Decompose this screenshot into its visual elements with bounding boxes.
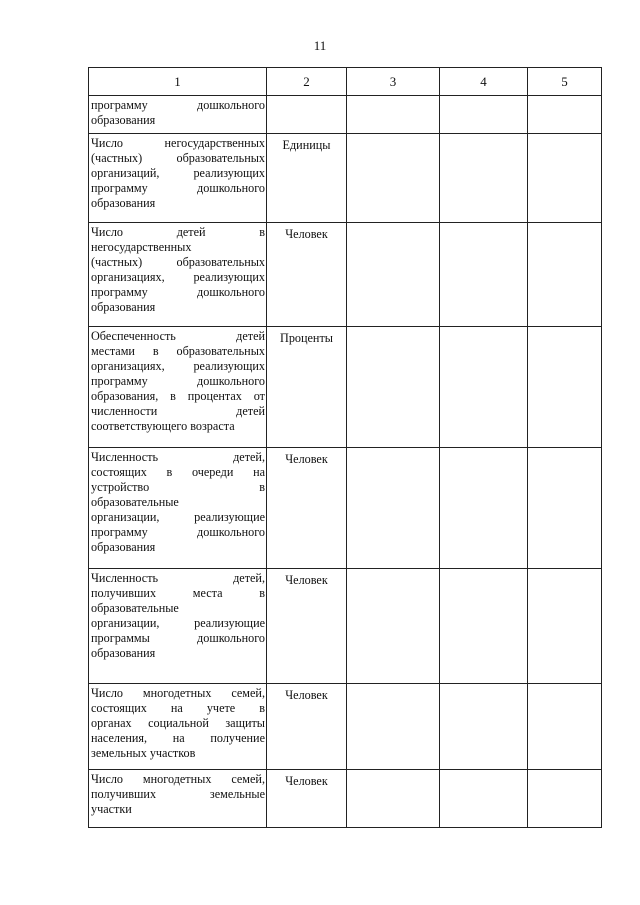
indicator-name-line: программу дошкольного (91, 98, 265, 112)
indicator-name-line: местами в образовательных (91, 344, 265, 358)
indicator-name-line: Число многодетных семей, (91, 686, 265, 700)
column-header-1: 1 (89, 68, 267, 96)
value-cell-col5[interactable] (528, 134, 602, 223)
indicator-name-cell (89, 327, 267, 448)
value-cell-col3[interactable] (347, 684, 440, 770)
table-row (89, 96, 602, 134)
indicator-name-line: участки (91, 802, 132, 816)
indicator-name-cell (89, 684, 267, 770)
value-cell-col4[interactable] (440, 134, 528, 223)
table-row (89, 448, 602, 569)
indicator-name-line: устройство в (91, 480, 265, 494)
indicator-name-cell (89, 770, 267, 828)
value-cell-col3[interactable] (347, 448, 440, 569)
page-number: 11 (313, 38, 327, 53)
column-header-5: 5 (528, 68, 602, 96)
indicator-name-line: организации, реализующие (91, 510, 265, 524)
indicator-name-line: программу дошкольного (91, 181, 265, 195)
indicator-name-line: Число многодетных семей, (91, 772, 265, 786)
indicator-name-line: образования, в процентах от (91, 389, 265, 403)
indicator-name-line: организации, реализующие (91, 616, 265, 630)
value-cell-col4[interactable] (440, 327, 528, 448)
table-row (89, 770, 602, 828)
indicator-name-line: получивших места в (91, 586, 265, 600)
indicator-name-cell (89, 448, 267, 569)
indicator-name-line: программу дошкольного (91, 525, 265, 539)
indicator-name-line: органах социальной защиты (91, 716, 265, 730)
value-cell-col5[interactable] (528, 770, 602, 828)
unit-cell (267, 96, 347, 134)
header-row (89, 68, 602, 96)
indicator-name-cell (89, 134, 267, 223)
indicator-name-line: организаций, реализующих (91, 166, 265, 180)
indicators-table (88, 67, 602, 828)
value-cell-col4[interactable] (440, 448, 528, 569)
unit-cell: Человек (267, 223, 347, 327)
indicator-name-line: образования (91, 646, 156, 660)
indicator-name-line: программу дошкольного (91, 374, 265, 388)
indicator-name-line: образования (91, 540, 156, 554)
unit-cell: Единицы (267, 134, 347, 223)
indicator-name-line: Численность детей, (91, 450, 265, 464)
value-cell-col3[interactable] (347, 96, 440, 134)
indicator-name-line: Число детей в (91, 225, 265, 239)
indicator-name-line: соответствующего возраста (91, 419, 235, 433)
indicator-name-line: Обеспеченность детей (91, 329, 265, 343)
value-cell-col3[interactable] (347, 327, 440, 448)
indicator-name-line: программы дошкольного (91, 631, 265, 645)
indicator-name-line: образовательные (91, 601, 179, 615)
indicator-name-line: населения, на получение (91, 731, 265, 745)
indicator-name-line: земельных участков (91, 746, 196, 760)
indicator-name-line: образовательные (91, 495, 179, 509)
indicator-name-line: организациях, реализующих (91, 359, 265, 373)
unit-cell: Человек (267, 448, 347, 569)
indicator-name-line: получивших земельные (91, 787, 265, 801)
value-cell-col4[interactable] (440, 684, 528, 770)
indicator-name-line: численности детей (91, 404, 265, 418)
column-header-3: 3 (347, 68, 440, 96)
value-cell-col4[interactable] (440, 96, 528, 134)
indicator-name-line: негосударственных (91, 240, 192, 254)
indicator-name-cell (89, 96, 267, 134)
indicator-name-line: (частных) образовательных (91, 255, 265, 269)
table-row (89, 134, 602, 223)
table-row (89, 223, 602, 327)
value-cell-col5[interactable] (528, 327, 602, 448)
indicator-name-line: образования (91, 300, 156, 314)
table-row (89, 684, 602, 770)
value-cell-col5[interactable] (528, 448, 602, 569)
unit-cell: Человек (267, 569, 347, 684)
table-row (89, 569, 602, 684)
indicator-name-line: организациях, реализующих (91, 270, 265, 284)
value-cell-col4[interactable] (440, 770, 528, 828)
value-cell-col3[interactable] (347, 770, 440, 828)
table-row (89, 327, 602, 448)
column-header-4: 4 (440, 68, 528, 96)
indicator-name-line: Число негосударственных (91, 136, 265, 150)
indicator-name-cell (89, 223, 267, 327)
indicator-name-line: Численность детей, (91, 571, 265, 585)
unit-cell: Проценты (267, 327, 347, 448)
indicator-name-cell (89, 569, 267, 684)
value-cell-col3[interactable] (347, 569, 440, 684)
value-cell-col3[interactable] (347, 134, 440, 223)
value-cell-col5[interactable] (528, 96, 602, 134)
column-header-2: 2 (267, 68, 347, 96)
value-cell-col4[interactable] (440, 569, 528, 684)
value-cell-col5[interactable] (528, 684, 602, 770)
indicator-name-line: образования (91, 113, 156, 127)
indicator-name-line: состоящих в очереди на (91, 465, 265, 479)
unit-cell: Человек (267, 684, 347, 770)
value-cell-col3[interactable] (347, 223, 440, 327)
indicator-name-line: состоящих на учете в (91, 701, 265, 715)
value-cell-col5[interactable] (528, 569, 602, 684)
value-cell-col4[interactable] (440, 223, 528, 327)
indicator-name-line: программу дошкольного (91, 285, 265, 299)
indicator-name-line: образования (91, 196, 156, 210)
indicator-name-line: (частных) образовательных (91, 151, 265, 165)
unit-cell: Человек (267, 770, 347, 828)
value-cell-col5[interactable] (528, 223, 602, 327)
